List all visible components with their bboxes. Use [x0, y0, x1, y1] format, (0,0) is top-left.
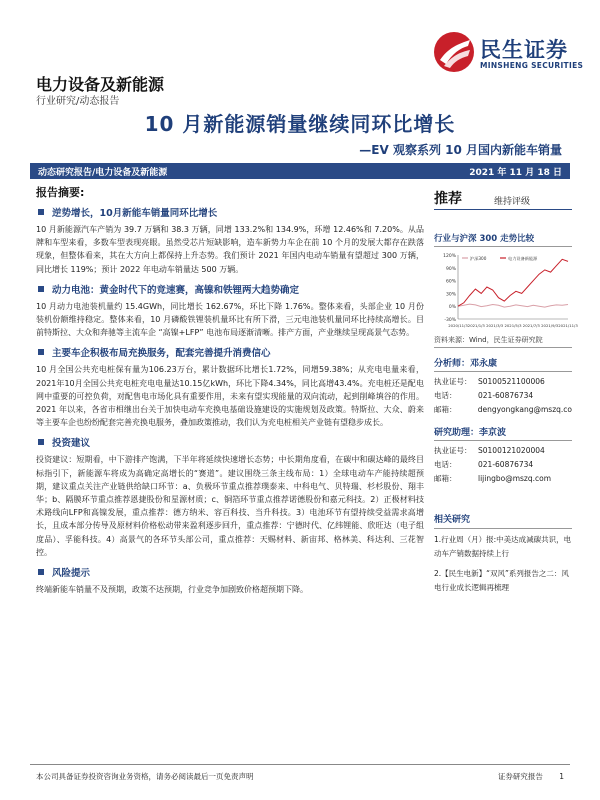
- field-value: S0100121020004: [478, 446, 545, 455]
- assistant-license: [434, 444, 572, 458]
- x-tick-label: 2021/9/3: [541, 323, 559, 328]
- section-heading: [38, 565, 424, 579]
- related-link[interactable]: 2.【民生电新】“双风”系列报告之二：风电行业成长逻辑再梳理: [434, 569, 569, 592]
- y-tick-label: 60%: [445, 279, 456, 285]
- email-link[interactable]: lijingbo@mszq.com: [478, 474, 552, 483]
- footer-brand: 证券研究报告: [497, 772, 543, 781]
- field-label: 电话：: [434, 460, 457, 469]
- x-tick-label: 2021/3/3: [486, 323, 504, 328]
- section-paragraph: 10 月全国公共充电桩保有量为106.23万台，累计数据环比增长1.72%，同增59.38%；从充电电量来看，2021年10月全国公共充电桩充电电量达10.15亿kWh，环比下降4.34%，同比高增43.4%。充电桩还是配电网中重要的可控负荷，对配售电市场化具有重要作用，未来有望实现能量的双向流动，起到削峰填谷的作用。2021 年以来，各省市相继出台关于加快电动车充换电基础设施建设的实施规划及政策。特斯拉、大众、蔚来等主要车企也纷纷配套完善充换电服务，叠加政策推动，我们认为充电桩相关产业链有望稳步成长。: [36, 365, 424, 428]
- related-heading: 相关研究: [434, 512, 572, 529]
- section-paragraph: 投资建议：短期看，中下游排产饱满，下半年将延续快速增长态势；中长期角度看，在碳中和碳达峰的最终目标指引下，新能源车将成为高确定高增长的“赛道”。建议围绕三条主线布局：1）全球电动车产能持续超预期，建议重点关注产业链供给缺口环节：a、负极环节重点推荐璞泰来、中科电气、贝特瑞、杉杉股份、翔丰华；b、隔膜环节重点推荐恩捷股份和星源材质；c、铜箔环节重点推荐诺德股份和嘉元科技。2）正极材料技术路线向LFP和高镍发展，重点推荐：德方纳米、容百科技、当升科技。3）电池环节有望持续受益需求高增长，且成本部分传导及原材料价格松动带来盈利逐步回升，重点推荐：宁德时代、亿纬锂能、欣旺达（电子组度品）、孚能科技。4）高景气的各环节头部公司，重点推荐：天赐材料、新宙邦、格林美、科达利、三花智控。: [36, 455, 424, 557]
- bullet-square-icon: [38, 569, 44, 575]
- field-value: 021-60876734: [478, 391, 534, 400]
- x-tick-label: 2021/11/3: [558, 323, 578, 328]
- field-label: 邮箱：: [434, 474, 457, 483]
- section-investment: [36, 435, 424, 559]
- page-title: 10 月新能源销量继续同环比增长: [144, 112, 456, 136]
- summary-heading: 报告摘要:: [36, 186, 85, 199]
- rating-note: 维持评级: [494, 197, 531, 207]
- summary-body: [36, 202, 424, 602]
- section-risk: [36, 565, 424, 596]
- report-band: [30, 163, 570, 179]
- x-tick-label: 2021/1/3: [467, 323, 485, 328]
- bullet-square-icon: [38, 286, 44, 292]
- y-tick-label: 0%: [448, 305, 456, 311]
- brand-name-cn: 民生证券: [480, 38, 568, 62]
- brand-name-en: MINSHENG SECURITIES: [480, 61, 584, 70]
- bullet-square-icon: [38, 349, 44, 355]
- footer-divider: [30, 764, 570, 765]
- y-tick-label: -30%: [444, 318, 456, 323]
- field-label: 执业证号：: [434, 377, 472, 386]
- analyst-email: [434, 403, 572, 417]
- band-category: 动态研究报告/电力设备及新能源: [38, 168, 168, 178]
- x-tick-label: 2021/7/3: [522, 323, 540, 328]
- bullet-square-icon: [38, 209, 44, 215]
- legend-label: 沪深300: [470, 256, 487, 261]
- section-title: 动力电池：黄金时代下的竞速赛，高镍和铁锂两大趋势确定: [52, 284, 300, 296]
- section-title: 主要车企积极布局充换服务，配套完善提升消费信心: [52, 348, 271, 360]
- field-label: 电话：: [434, 391, 457, 400]
- field-label: 邮箱：: [434, 405, 457, 414]
- assistant-heading: 研究助理：李京波: [434, 425, 572, 441]
- section-heading: [38, 345, 424, 359]
- section-title: 风险提示: [52, 568, 91, 580]
- analyst-phone: [434, 389, 572, 403]
- sector-title: 电力设备及新能源: [36, 75, 165, 94]
- section-heading: [38, 205, 424, 219]
- assistant-email: [434, 472, 572, 486]
- field-value: 021-60876734: [478, 460, 534, 469]
- chart-title: 行业与沪深 300 走势比较: [434, 232, 572, 247]
- section-title: 投资建议: [52, 438, 91, 450]
- x-tick-label: 2020/11/3: [448, 323, 468, 328]
- y-tick-label: 30%: [445, 292, 456, 298]
- section-trend: [36, 205, 424, 276]
- page-number: 1: [559, 772, 564, 781]
- trend-chart: [434, 249, 578, 333]
- email-link[interactable]: dengyongkang@mszq.co: [477, 405, 572, 414]
- section-paragraph: 10 月新能源汽车产销为 39.7 万辆和 38.3 万辆，同增 133.2%和 134.9%，环增 12.46%和 7.20%。从品牌和车型来看，多数车型表现亮眼。虽然受芯片短缺影响，造车新势力车企在前 10 个月的发展大都存在跌落现象，但整体看来，其在大方向上都保持上升态势。我们预计 2021 年国内电动车销量有望超过 300 万辆，同比增长 119%；预计 2022 年电动车销量达 500 万辆。: [36, 225, 424, 274]
- section-paragraph: 10 月动力电池装机量约 15.4GWh，同比增长 162.67%，环比下降 1.76%。整体来看，头部企业 10 月份装机份额维持稳定。整体来看，10 月磷酸铁锂装机量环比有所下滑，三元电池装机量同环比持续高增长。目前特斯拉、大众和奔驰等主流车企 “高镍+LFP” 电池布局逐渐清晰。排产方面，产业继续呈现高景气态势。: [36, 301, 424, 338]
- section-title: 逆势增长，10月新能车销量同环比增长: [52, 208, 218, 219]
- section-paragraph: 终端新能车销量不及预期，政策不达预期，行业竞争加剧致价格超预期下降。: [36, 585, 308, 595]
- series-line: [458, 259, 568, 306]
- page-subtitle: —EV 观察系列 10 月国内新能车销量: [359, 143, 562, 157]
- assistant-phone: [434, 458, 572, 472]
- field-label: 执业证号：: [434, 446, 472, 455]
- minsheng-logo-icon: [432, 30, 476, 74]
- analyst-license: [434, 375, 572, 389]
- analyst-card: [434, 356, 572, 417]
- y-tick-label: 120%: [443, 254, 456, 259]
- rating-label: 推荐: [434, 191, 462, 207]
- field-value: S0100521100006: [478, 377, 545, 386]
- assistant-card: [434, 425, 572, 486]
- footer-disclaimer: 本公司具备证券投资咨询业务资格，请务必阅读最后一页免责声明: [36, 772, 254, 781]
- legend-label: 电力设备新能源: [508, 256, 538, 261]
- related-link[interactable]: 1.行业周（月）报:中美达成减碳共识，电动车产销数据持续上行: [434, 535, 572, 558]
- section-charging: [36, 345, 424, 429]
- section-heading: [38, 282, 424, 296]
- report-type: 行业研究/动态报告: [36, 96, 120, 107]
- trend-chart-svg: [434, 249, 578, 333]
- y-tick-label: 90%: [445, 266, 456, 272]
- rating: [434, 188, 572, 210]
- brand-logo: [432, 30, 582, 74]
- footer-meta: [484, 771, 564, 782]
- chart-source: 资料来源：Wind，民生证券研究院: [434, 335, 572, 348]
- section-battery: [36, 282, 424, 340]
- series-line: [458, 304, 568, 307]
- bullet-square-icon: [38, 439, 44, 445]
- x-tick-label: 2021/5/3: [504, 323, 522, 328]
- report-date: 2021 年 11 月 18 日: [469, 168, 562, 178]
- analyst-heading: 分析师：邓永康: [434, 356, 572, 372]
- section-heading: [38, 435, 424, 449]
- sidebar: [434, 188, 578, 595]
